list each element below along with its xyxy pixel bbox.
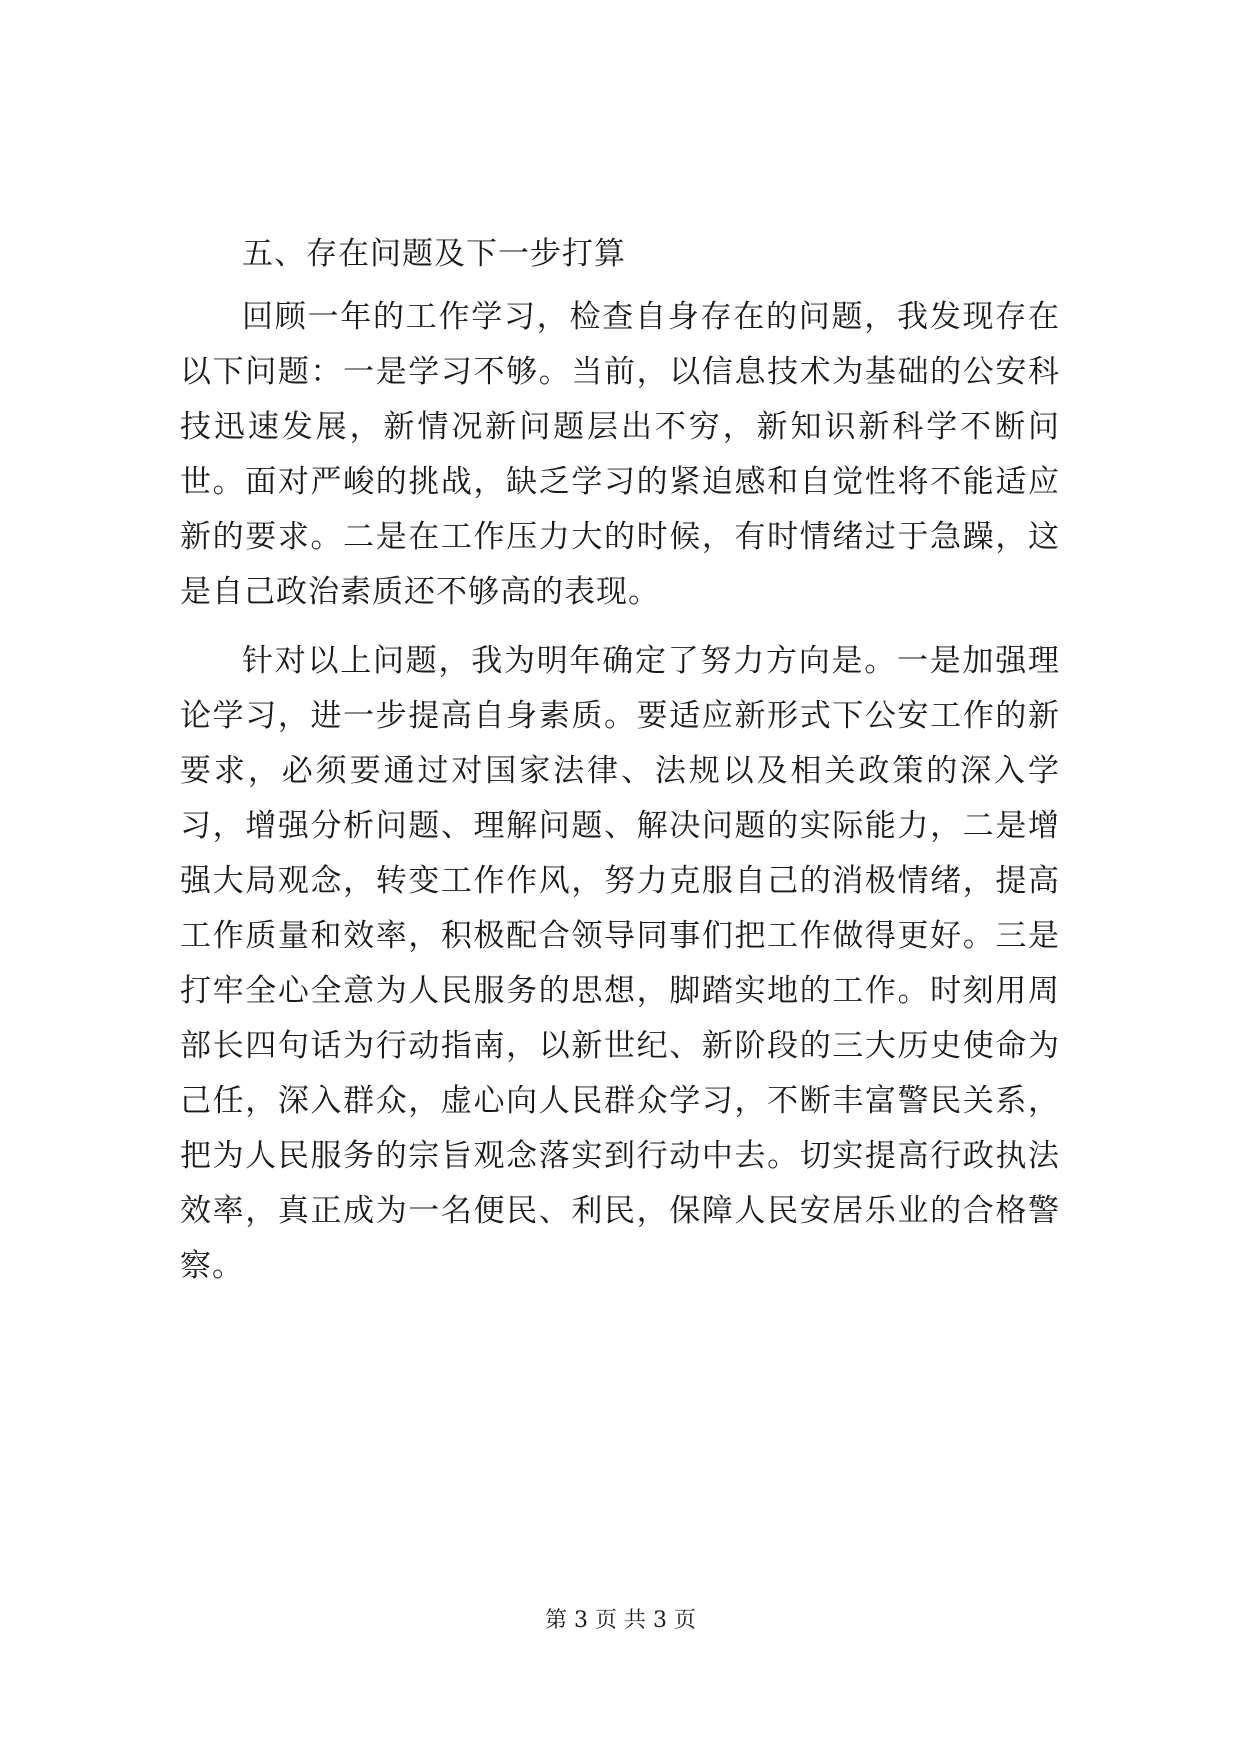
section-heading: 五、存在问题及下一步打算	[242, 236, 626, 272]
page-number-footer: 第 3 页 共 3 页	[545, 1608, 696, 1633]
paragraph-plans: 针对以上问题，我为明年确定了努力方向是。一是加强理论学习，进一步提高自身素质。要适应新形式下公安工作的新要求，必须要通过对国家法律、法规以及相关政策的深入学习，增强分析问题、理解问题、解决问题的实际能力，二是增强大局观念，转变工作作风，努力克服自己的消极情绪，提高工作质量和效率，积极配合领导同事们把工作做得更好。三是打牢全心全意为人民服务的思想，脚踏实地的工作。时刻用周部长四句话为行动指南，以新世纪、新阶段的三大历史使命为己任，深入群众，虚心向人民群众学习，不断丰富警民关系，把为人民服务的宗旨观念落实到行动中去。切实提高行政执法效率，真正成为一名便民、利民，保障人民安居乐业的合格警察。	[180, 643, 1060, 1284]
paragraph-problems: 回顾一年的工作学习，检查自身存在的问题，我发现存在以下问题：一是学习不够。当前，以信息技术为基础的公安科技迅速发展，新情况新问题层出不穷，新知识新科学不断问世。面对严峻的挑战，缺乏学习的紧迫感和自觉性将不能适应新的要求。二是在工作压力大的时候，有时情绪过于急躁，这是自己政治素质还不够高的表现。	[180, 299, 1060, 610]
document-body	[180, 226, 1060, 1308]
